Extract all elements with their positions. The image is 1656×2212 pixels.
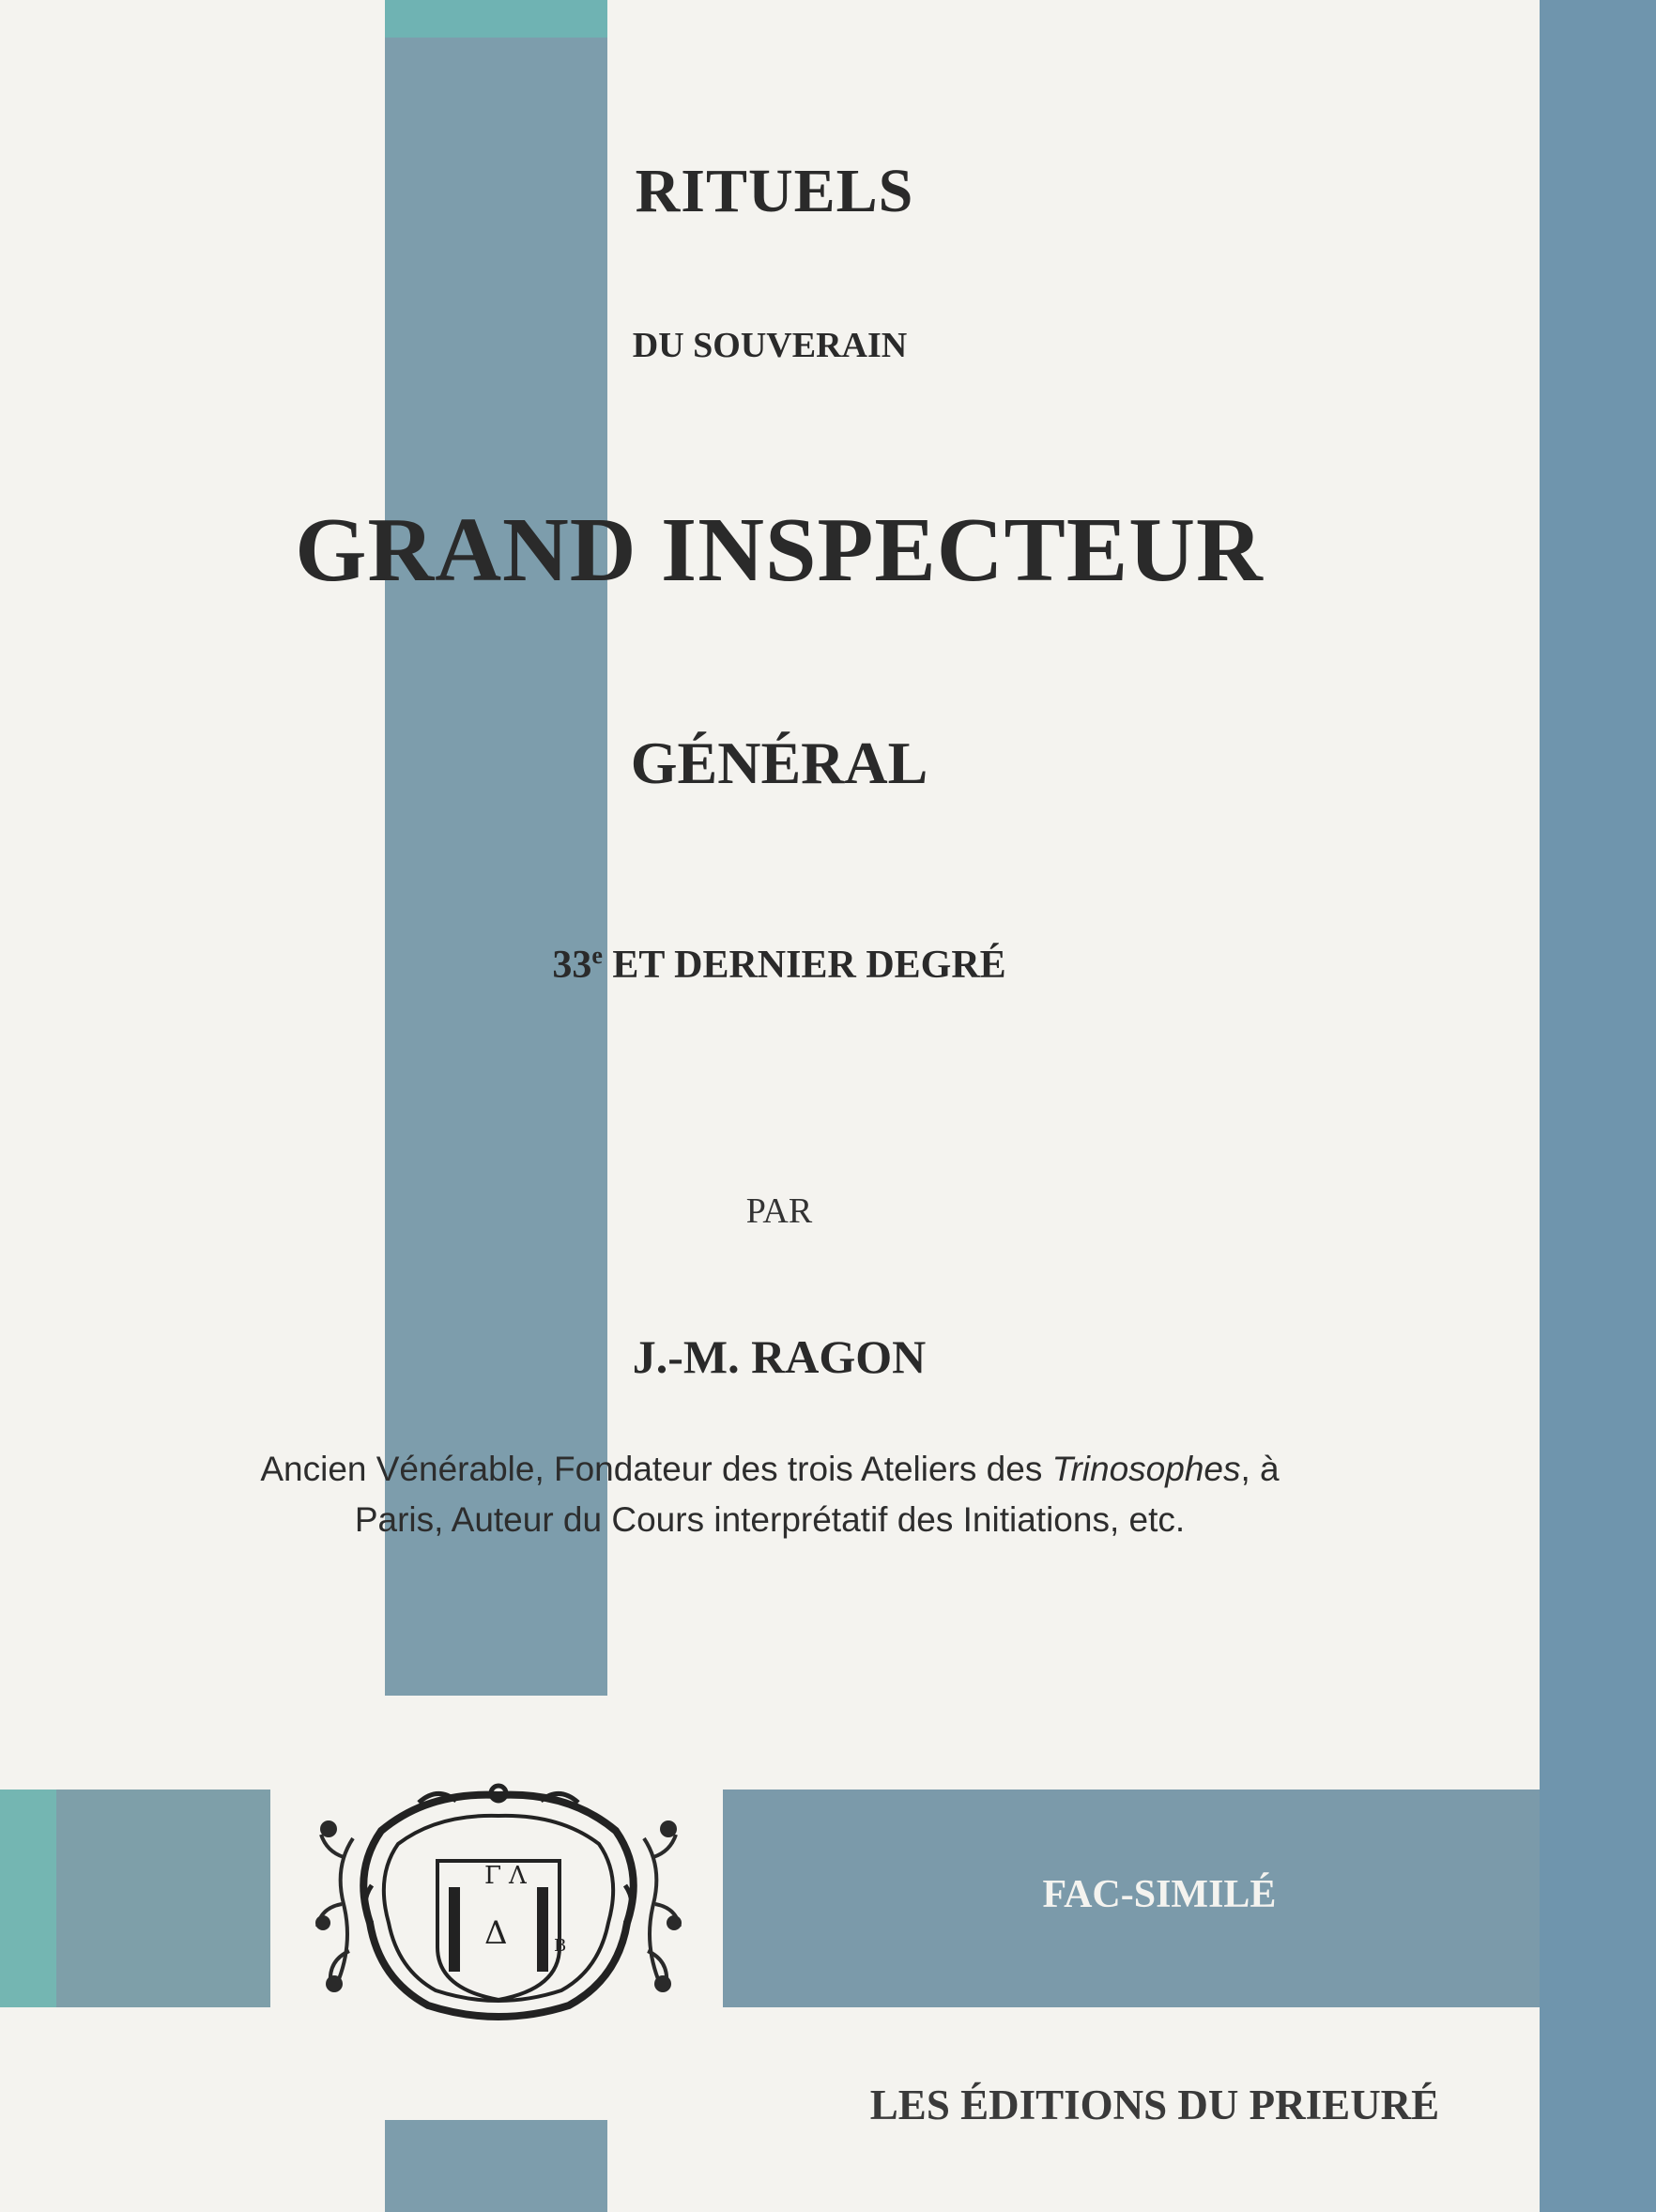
degree-number: 33 xyxy=(552,944,592,987)
left-band-accent xyxy=(0,1790,56,2007)
vertical-band xyxy=(385,0,607,1696)
degree-line xyxy=(0,943,1540,988)
author-name: J.-M. RAGON xyxy=(632,1330,927,1383)
edition-label: FAC-SIMILÉ xyxy=(1042,1873,1277,1916)
degree-rest: ET DERNIER DEGRÉ xyxy=(602,944,1006,987)
book-title: RITUELS xyxy=(635,157,914,225)
spine-edge xyxy=(1540,0,1656,2212)
degree-suffix: e xyxy=(591,942,603,969)
publisher-name: LES ÉDITIONS DU PRIEURÉ xyxy=(869,2081,1440,2128)
vertical-band-top-accent xyxy=(385,0,607,38)
emblem-letter-4: B xyxy=(554,1936,567,1956)
emblem-letter-1: Γ xyxy=(484,1862,502,1890)
main-title: GRAND INSPECTEUR xyxy=(295,499,1264,601)
emblem-letter-2: Λ xyxy=(509,1862,527,1890)
description-italic: Trinosophes xyxy=(1051,1450,1241,1488)
bottom-band xyxy=(385,2120,607,2212)
author-description xyxy=(0,1444,1540,1545)
description-line2: Paris, Auteur du Cours interprétatif des Initiations, etc. xyxy=(354,1500,1186,1539)
book-subtitle: DU SOUVERAIN xyxy=(632,326,908,365)
emblem-letter-3: Δ xyxy=(484,1914,508,1952)
description-part2: , à xyxy=(1240,1450,1280,1488)
masonic-cartouche-icon xyxy=(315,1782,682,2028)
description-part1: Ancien Vénérable, Fondateur des trois Ateliers des xyxy=(260,1450,1052,1488)
by-label: PAR xyxy=(745,1191,813,1231)
main-title-second-line: GÉNÉRAL xyxy=(630,730,928,796)
